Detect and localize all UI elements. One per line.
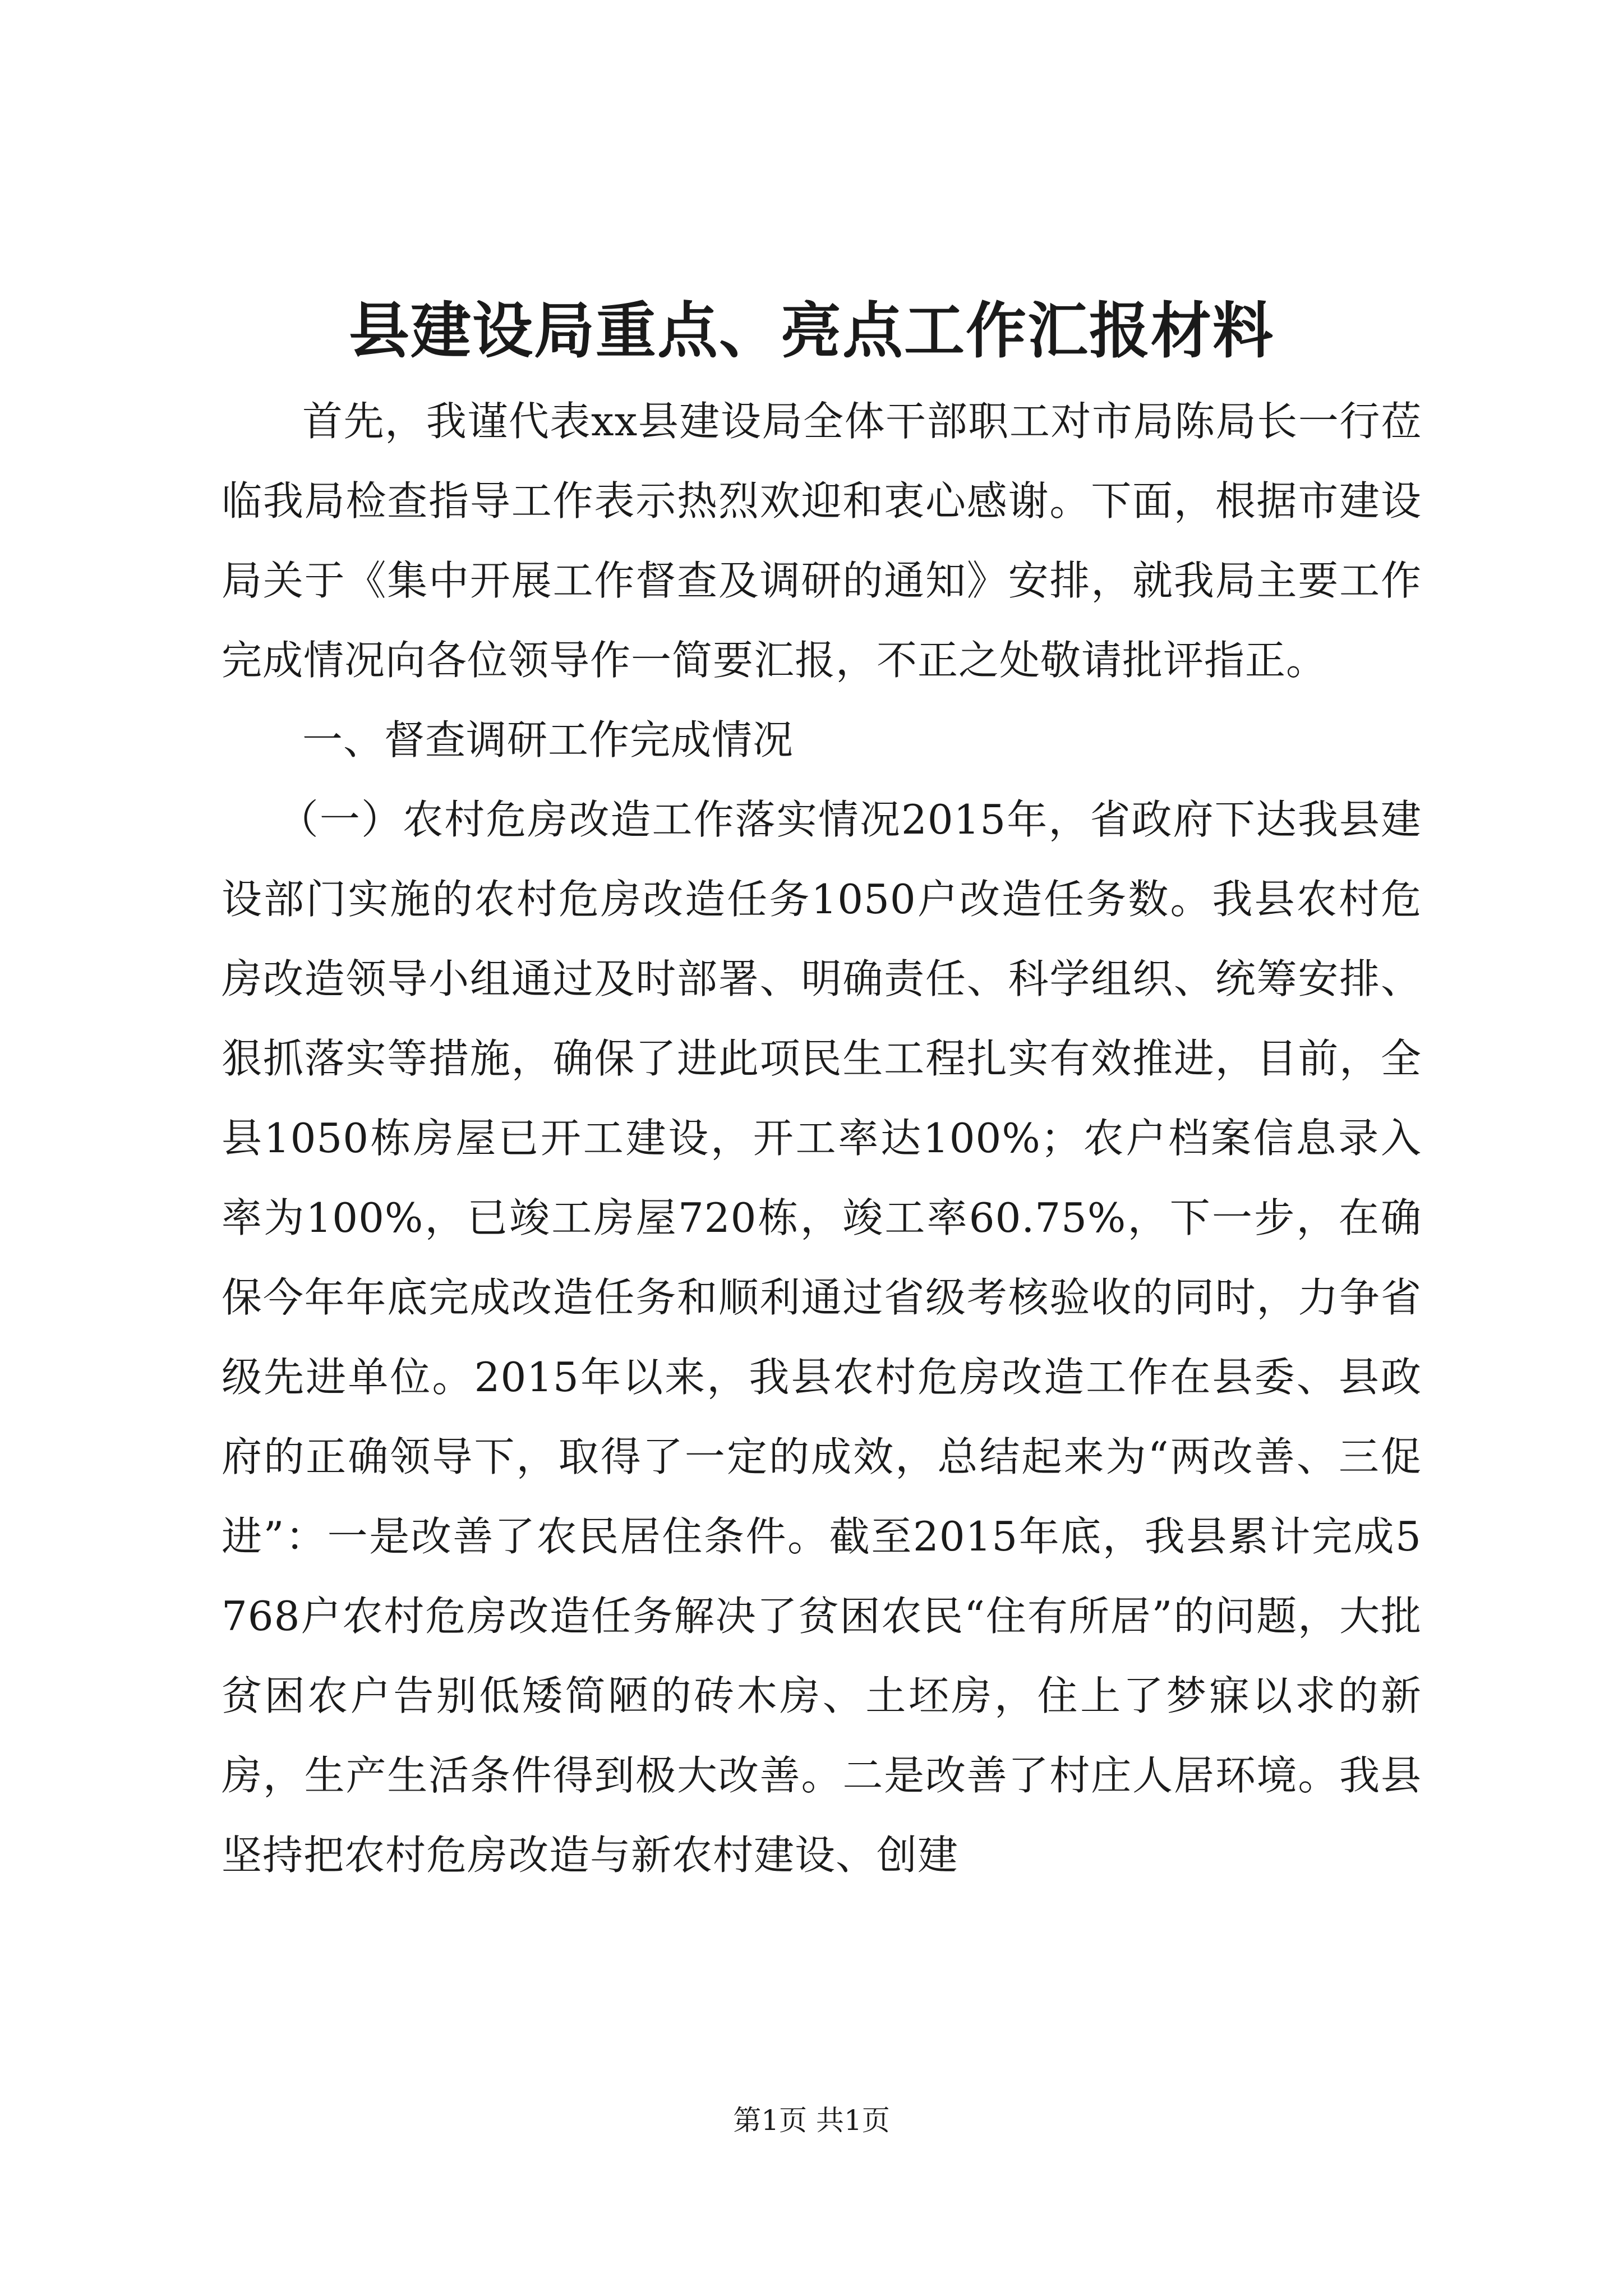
document-body [222,381,1422,1895]
document-title: 县建设局重点、亮点工作汇报材料 [348,296,1274,366]
intro-paragraph: 首先，我谨代表xx县建设局全体干部职工对市局陈局长一行莅临我局检查指导工作表示热烈欢迎和衷心感谢。下面，根据市建设局关于《集中开展工作督查及调研的通知》安排，就我局主要工作完成情况向各位领导作一简要汇报，不正之处敬请批评指正。 [222,398,1422,684]
page-footer: 第1页 共1页 [733,2104,890,2137]
section-heading: 一、督查调研工作完成情况 [302,716,794,763]
body-paragraph: （一）农村危房改造工作落实情况2015年，省政府下达我县建设部门实施的农村危房改造任务1050户改造任务数。我县农村危房改造领导小组通过及时部署、明确责任、科学组织、统筹安排、狠抓落实等措施，确保了进此项民生工程扎实有效推进，目前，全县1050栋房屋已开工建设，开工率达100%；农户档案信息录入率为100%，已竣工房屋720栋，竣工率60.75%，下一步，在确保今年年底完成改造任务和顺利通过省级考核验收的同时，力争省级先进单位。2015年以来，我县农村危房改造工作在县委、县政府的正确领导下，取得了一定的成效，总结起来为“两改善、三促进”：一是改善了农民居住条件。截至2015年底，我县累计完成5768户农村危房改造任务解决了贫困农民“住有所居”的问题，大批贫困农户告别低矮简陋的砖木房、土坯房，住上了梦寐以求的新房，生产生活条件得到极大改善。二是改善了村庄人居环境。我县坚持把农村危房改造与新农村建设、创建 [222,796,1422,1879]
